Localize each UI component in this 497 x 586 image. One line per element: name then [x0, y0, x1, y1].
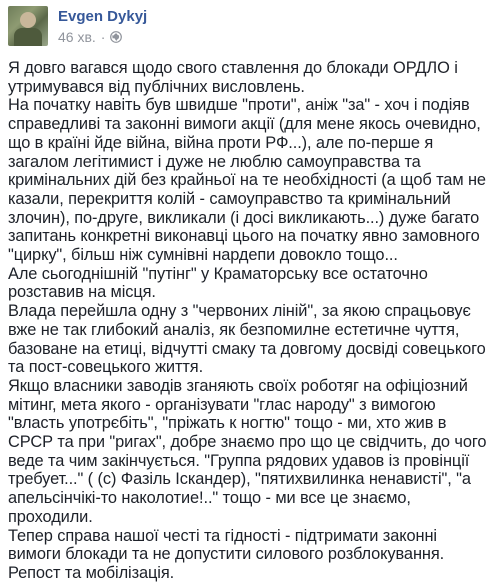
post-body — [8, 59, 492, 583]
post-paragraph: Влада перейшла одну з "червоних ліній", за якою спрацьовує вже не так глибокий аналіз, як безпомилне естетичне чуття, базоване на етиці, відчутті смаку та довгому досвіді совецького та пост-совецького життя. — [8, 302, 486, 377]
post-paragraph: На початку навіть був швидше "проти", аніж "за" - хоч і подіяв справедливі та законні вимоги акції (для мене якось очевидно, що в країні йде війна, війна проти РФ...), але по-перше я загалом легітимист і дуже не люблю самоуправства та кримінальних дій без крайньої на те необхідності (а щоб там не казали, перекриття колій - самоуправство та кримінальний злочин), по-друге, викликали (і досі викликають...) дуже багато запитань конкретні виконавці цього на початку явно замовного "цирку", більш ніж сумнівні нардепи довокло тощо... — [8, 96, 486, 265]
author-avatar[interactable] — [8, 6, 48, 46]
post-paragraph: Тепер справа нашої честі та гідності - підтримати законні вимоги блокади та не допустити силового розблокування. — [8, 526, 445, 564]
post-paragraph: Якщо власники заводів зганяють своїх роботяг на офіціозний мітинг, мета якого - організувати "глас народу" з вимогою "власть употрєбіть", "пріжать к ногтю" тощо - ми, хто жив в СРСР та при "ригах", добре знаємо про що це свідчить, до чого веде та чим закінчується. "Группа рядових удавов із провінції требует..." ( (с) Фазіль Іскандер), "пятихвилинка ненависті", "а апельсінчікі-то наколотие!.." тощо - ми все це знаємо, проходили. — [8, 376, 487, 526]
post-timestamp[interactable]: 46 хв. — [58, 29, 96, 45]
post-meta — [58, 8, 147, 46]
post-paragraph: Я довго вагався щодо свого ставлення до блокади ОРДЛО і утримувався від публічних висловлень. — [8, 59, 458, 96]
author-name[interactable]: Evgen Dykyj — [58, 8, 148, 25]
post-header — [8, 6, 147, 50]
globe-icon[interactable] — [110, 31, 122, 43]
post-subline — [58, 28, 147, 46]
post-paragraph: Але сьогоднішній "путінг" у Краматорську все остаточно розставив на місця. — [8, 264, 428, 302]
meta-separator: · — [100, 29, 106, 45]
post-paragraph: Репост та мобілізація. — [8, 563, 175, 582]
